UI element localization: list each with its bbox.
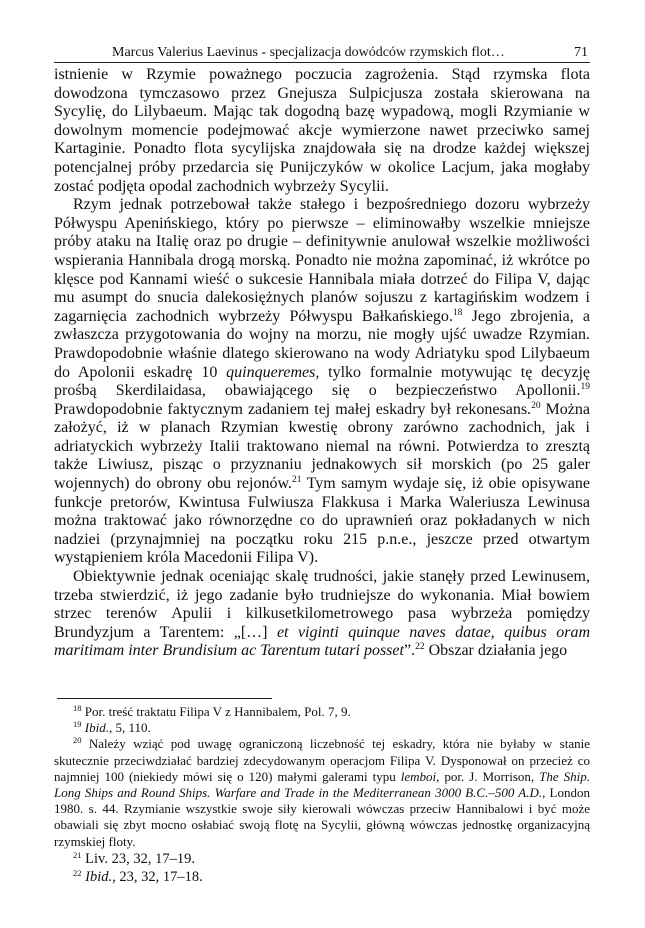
paragraph-1: istnienie w Rzymie poważnego poczucia zagrożenia. Stąd rzymska flota dowodzona tymczasowo przez Gnejusza Sulpicjusza została skierowana na Sycylię, do Lilybaeum. Mając tak dogodną bazę wypadową, mogli Rzymianie w dowolnym momencie podejmować akcje wymierzone nawet przeciwko samej Kartaginie. Ponadto flota sycylijska znajdowała się na drodze każdej większej potencjalnej próby przedarcia się Punijczyków w okolice Lacjum, jaka mogłaby zostać podjęta opodal zachodnich wybrzeży Sycylii. (54, 66, 590, 195)
footnote-ref-19[interactable]: 19 (580, 382, 590, 393)
running-header (54, 44, 590, 63)
footnote-19: $^{19}$ Ibid., 5, 110. (73, 719, 151, 736)
page-number: 71 (574, 45, 588, 60)
footnote-ref-21[interactable]: 21 (291, 475, 302, 486)
footnote-ref-20[interactable]: 20 (531, 400, 541, 411)
paragraph-3: Obiektywnie jednak oceniając skalę trudności, jakie stanęły przed Lewinusem, trzeba stwierdzić, iż jego zadanie było trudniejsze do wykonania. Miał bowiem strzec terenów Apulii i kilkusetkilometrowego pasa wybrzeża pomiędzy Brundyzjum a Tarentem: „[…] et viginti quinque naves datae, quibus oram maritimam inter Brundisium ac Tarentum tutari posset”.$^{22}$ Obszar działania jego (54, 568, 591, 660)
footnote-separator (57, 698, 272, 699)
running-title: Marcus Valerius Laevinus - specjalizacja dowódców rzymskich flot… (112, 45, 505, 60)
footnote-20: $^{20}$ Należy wziąć pod uwagę ograniczoną liczebność tej eskadry, która nie byłaby w stanie skutecznie przeciwdziałać bardziej zdecydowanym operacjom Filipa V. Dysponował on przecież co najmniej 100 (niekiedy mówi się o 120) małymi galerami typu lemboi, por. J. Morrison, The Ship. Long Ships and Round Ships. Warfare and Trade in the Mediterranean 3000 B.C.–500 A.D., London 1980. s. 44. Rzymianie wszystkie swoje siły kierowali wówczas przeciw Hannibalowi i być może obawiali się zbyt mocno osłabiać swoją flotę na Sycylii, główną wówczas jednostkę organizacyjną rzymskiej floty. (54, 735, 590, 849)
footnote-18: $^{18}$ Por. treść traktatu Filipa V z Hannibalem, Pol. 7, 9. (73, 703, 351, 719)
footnote-21: $^{21}$ Liv. 23, 32, 17–19. (73, 849, 195, 867)
footnotes (54, 704, 590, 886)
footnote-ref-18[interactable]: 18 (452, 307, 463, 318)
paragraph-2: Rzym jednak potrzebował także stałego i bezpośredniego dozoru wybrzeży Półwyspu Apenińskiego, który po pierwsze – eliminowałby wszelkie mniejsze próby ataku na Italię oraz po drugie – definitywnie anulował wszelkie możliwości wspierania Hannibala drogą morską. Ponadto nie można zapominać, iż wkrótce po klęsce pod Kannami wieść o sukcesie Hannibala miała dotrzeć do Filipa V, dając mu asumpt do snucia dalekosiężnych planów sojuszu z kartagińskim wodzem i zagarnięcia zachodnich wybrzeży Półwyspu Bałkańskiego.$^{18}$ Jego zbrojenia, a zwłaszcza przygotowania do wojny na morzu, nie mogły ujść uwadze Rzymian. Prawdopodobnie właśnie dlatego skierowano na wody Adriatyku spod Lilybaeum do Apolonii eskadrę 10 quinqueremes, tylko formalnie motywując tę decyzję prośbą Skerdilaidasa, obawiającego się o bezpieczeństwo Apollonii.$^{19}$ Prawdopodobnie faktycznym zadaniem tej małej eskadry był rekonesans.$^{20}$ Można założyć, iż w planach Rzymian kwestię obrony zarówno zachodnich, jak i adriatyckich wybrzeży Italii traktowano niemal na równi. Potwierdza to zresztą także Liwiusz, pisząc o przyznaniu jednakowych sił morskich (po 25 galer wojennych) do obrony obu rejonów.$^{21}$ Tym samym wydaje się, iż obie opisywane funkcje pretorów, Kwintusa Fulwiusza Flakkusa i Marka Waleriusza Lewinusa można traktować jako równorzędne co do uprawnień oraz pokładanych w nich nadziei (przynajmniej na początku roku 215 p.n.e., jeszcze przed otwartym wystąpieniem króla Macedonii Filipa V). (54, 196, 591, 567)
main-text (54, 66, 590, 661)
footnote-22: $^{22}$ Ibid., 23, 32, 17–18. (73, 867, 203, 885)
latin-quote: et viginti quinque naves datae, quibus oram maritimam inter Brundisium ac Tarentum tutari posset (54, 623, 591, 660)
footnote-ref-22[interactable]: 22 (415, 642, 425, 653)
